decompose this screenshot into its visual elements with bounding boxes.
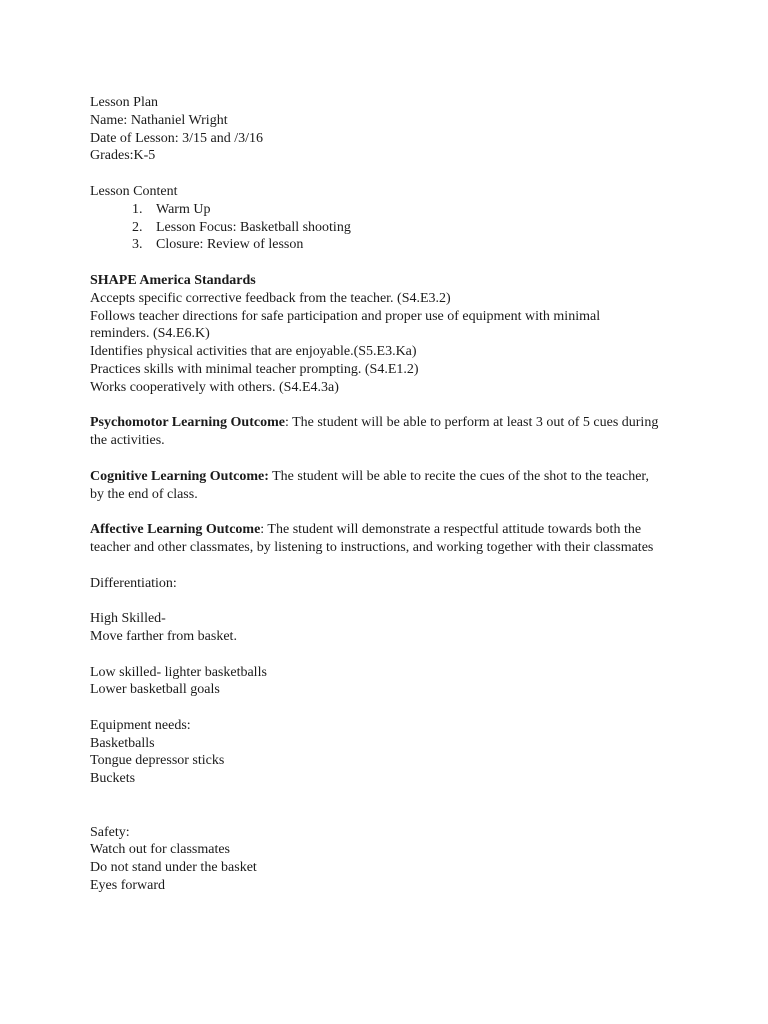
- high-skilled-label: High Skilled-: [90, 611, 166, 627]
- low-skilled-label: Low skilled- lighter basketballs: [90, 664, 267, 680]
- equipment-item: Basketballs: [90, 735, 155, 751]
- differentiation-heading: Differentiation:: [90, 575, 177, 591]
- standard-item: Identifies physical activities that are enjoyable.(S5.E3.Ka): [90, 344, 417, 360]
- lesson-content-heading: Lesson Content: [90, 183, 178, 199]
- standard-item: Follows teacher directions for safe participation and proper use of equipment with minimal reminders. (S4.E6.K): [90, 308, 601, 342]
- equipment-item: Tongue depressor sticks: [90, 753, 225, 769]
- psychomotor-outcome: Psychomotor Learning Outcome: The student will be able to perform at least 3 out of 5 cues during the activities.: [90, 415, 659, 449]
- safety-item: Watch out for classmates: [90, 842, 230, 858]
- grades: Grades:K-5: [90, 148, 156, 164]
- safety-item: Eyes forward: [90, 878, 166, 894]
- teacher-name: Name: Nathaniel Wright: [90, 112, 228, 128]
- standard-item: Accepts specific corrective feedback from the teacher. (S4.E3.2): [90, 290, 451, 306]
- standard-item: Works cooperatively with others. (S4.E4.3a): [90, 379, 339, 395]
- low-skilled-text: Lower basketball goals: [90, 682, 220, 698]
- equipment-heading: Equipment needs:: [90, 717, 191, 733]
- document-title: Lesson Plan: [90, 95, 159, 110]
- lesson-date: Date of Lesson: 3/15 and /3/16: [90, 130, 264, 146]
- standard-item: Practices skills with minimal teacher prompting. (S4.E1.2): [90, 361, 419, 377]
- list-item: 2. Lesson Focus: Basketball shooting: [132, 219, 351, 235]
- safety-item: Do not stand under the basket: [90, 860, 257, 876]
- cognitive-outcome: Cognitive Learning Outcome: The student will be able to recite the cues of the shot to the teacher, by the end of class.: [90, 468, 650, 502]
- list-item: 3. Closure: Review of lesson: [132, 237, 304, 253]
- lesson-content-list: [90, 201, 690, 254]
- equipment-item: Buckets: [90, 771, 136, 787]
- affective-outcome: Affective Learning Outcome: The student will demonstrate a respectful attitude towards both the teacher and other classmates, by listening to instructions, and working together with their classmates: [90, 522, 654, 555]
- list-item: 1. Warm Up: [132, 201, 211, 217]
- standards-heading: SHAPE America Standards: [90, 272, 256, 288]
- lesson-plan-document: [90, 94, 690, 895]
- high-skilled-text: Move farther from basket.: [90, 628, 237, 644]
- safety-heading: Safety:: [90, 824, 130, 840]
